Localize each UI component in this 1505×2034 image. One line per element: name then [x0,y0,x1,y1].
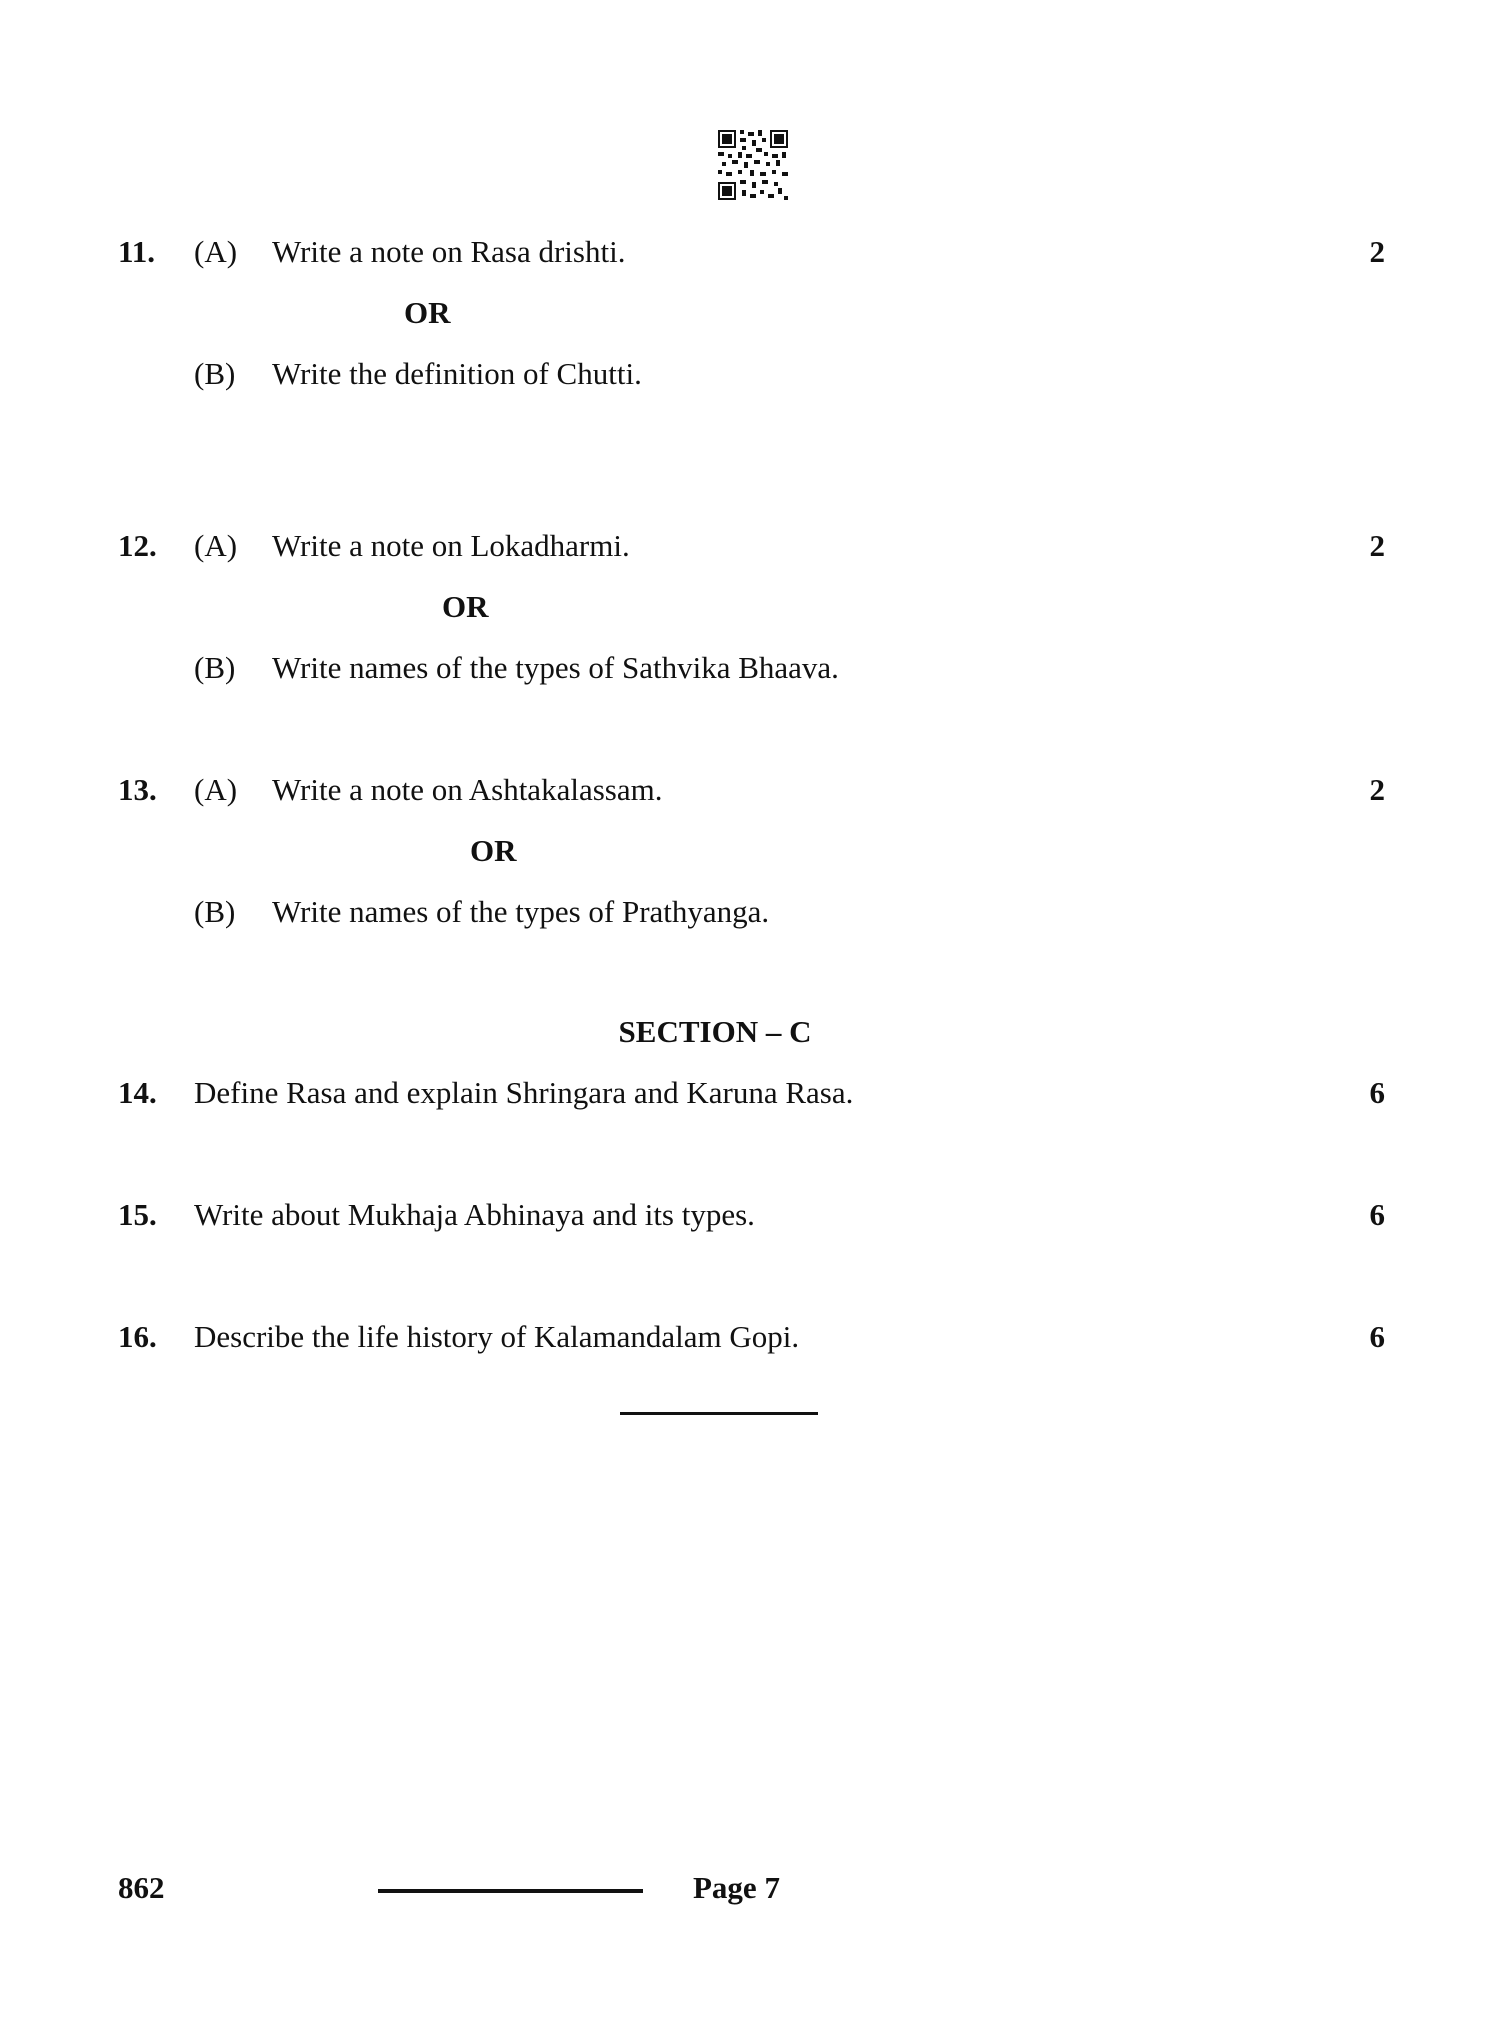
question-text: Write names of the types of Prathyanga. [272,894,770,929]
question-text: Write a note on Ashtakalassam. [272,772,663,807]
question-12-part-a [0,524,1505,568]
marks: 6 [1369,1075,1385,1110]
paper-code: 862 [118,1870,165,1905]
question-text: Write about Mukhaja Abhinaya and its types. [194,1197,755,1232]
question-13-part-a [0,768,1505,812]
or-separator: OR [404,295,451,330]
question-text: Write the definition of Chutti. [272,356,642,391]
question-number: 13. [118,772,157,807]
option-label: (A) [194,234,238,269]
marks: 2 [1369,528,1385,563]
marks: 6 [1369,1197,1385,1232]
question-number: 11. [118,234,156,269]
qr-code [716,128,790,202]
question-text: Describe the life history of Kalamandalam Gopi. [194,1319,800,1354]
question-16 [0,1315,1505,1359]
page-number: Page 7 [693,1870,780,1905]
question-number: 14. [118,1075,157,1110]
question-text: Write a note on Rasa drishti. [272,234,626,269]
question-11-part-b [0,352,1505,396]
question-number: 15. [118,1197,157,1232]
marks: 2 [1369,234,1385,269]
or-separator: OR [470,833,517,868]
or-separator: OR [442,589,489,624]
option-label: (B) [194,894,236,929]
option-label: (B) [194,356,236,391]
option-label: (A) [194,772,238,807]
question-11-part-a [0,230,1505,274]
question-number: 12. [118,528,157,563]
marks: 2 [1369,772,1385,807]
option-label: (B) [194,650,236,685]
marks: 6 [1369,1319,1385,1354]
question-14 [0,1071,1505,1115]
section-heading: SECTION – C [618,1014,812,1049]
question-text: Define Rasa and explain Shringara and Karuna Rasa. [194,1075,854,1110]
end-rule [620,1412,818,1415]
question-number: 16. [118,1319,157,1354]
question-13-part-b [0,890,1505,934]
question-15 [0,1193,1505,1237]
question-12-part-b [0,646,1505,690]
option-label: (A) [194,528,238,563]
question-text: Write names of the types of Sathvika Bhaava. [272,650,839,685]
footer-rule [378,1889,643,1893]
question-text: Write a note on Lokadharmi. [272,528,630,563]
